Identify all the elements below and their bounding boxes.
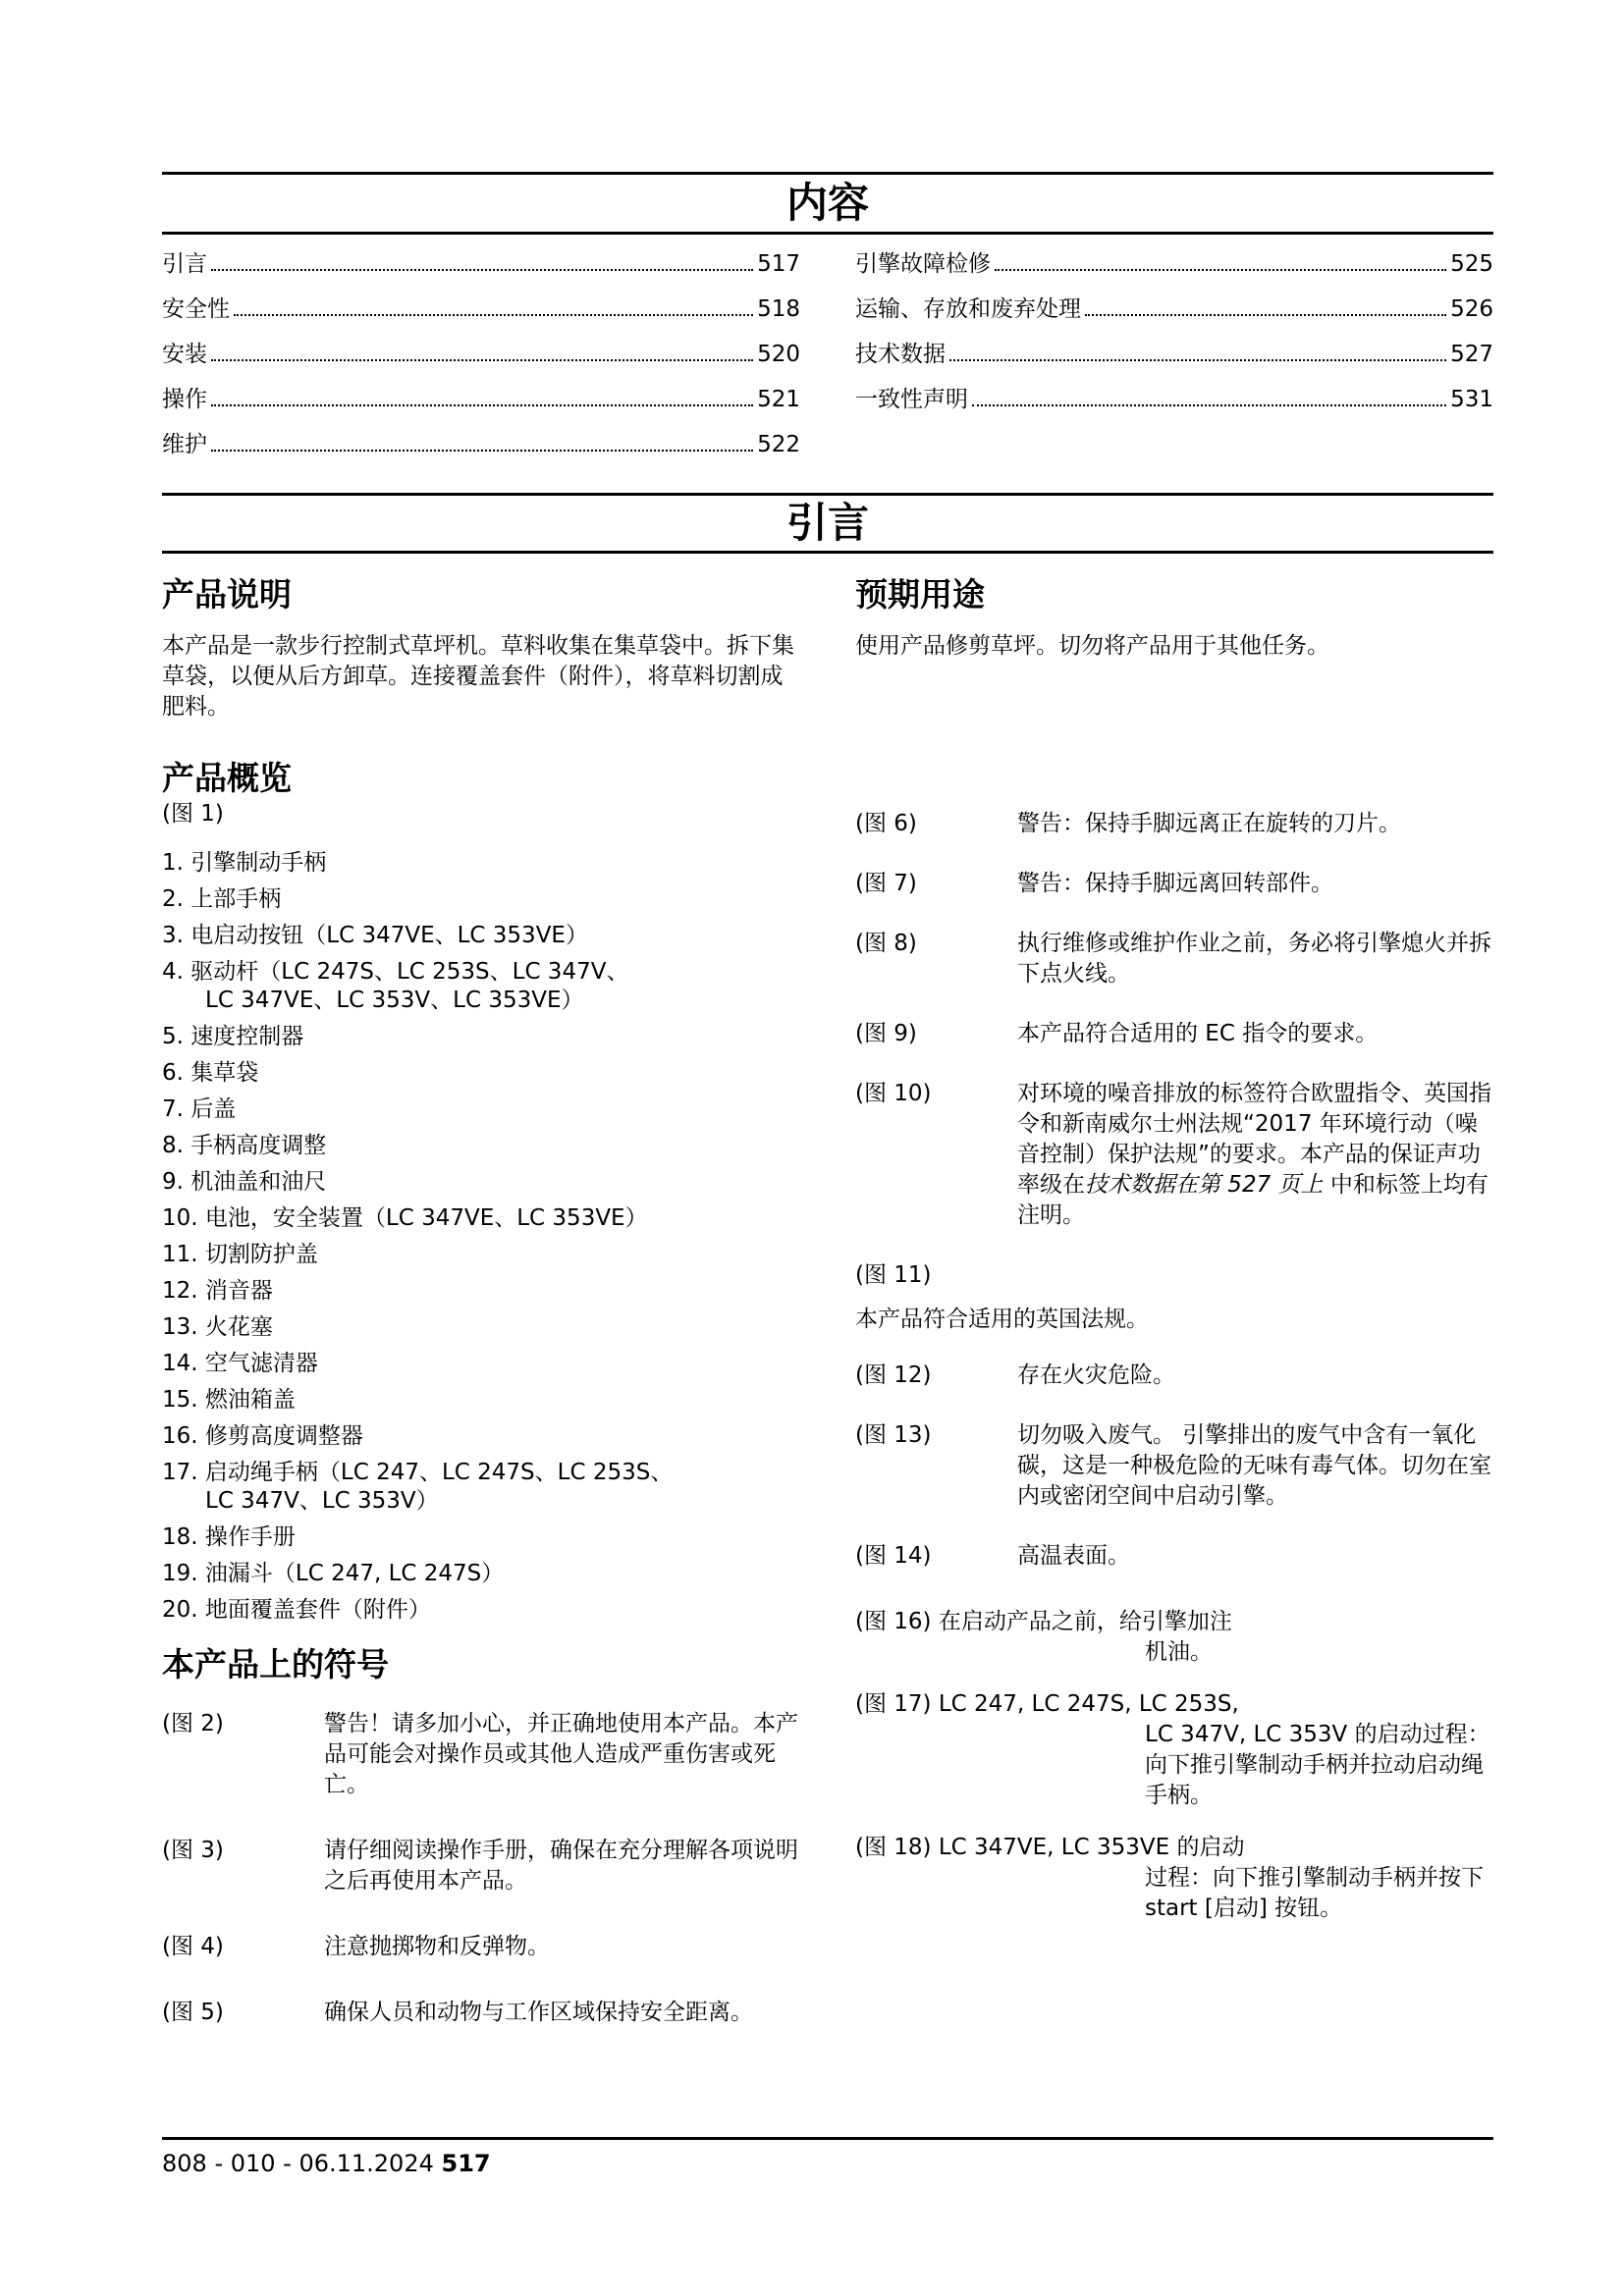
list-item: 20. 地面覆盖套件（附件） (162, 1597, 431, 1623)
symbol-entry: (图 2) 警告！请多加小心，并正确地使用本产品。本产品可能会对操作员或其他人造成严重伤害或死亡。 (162, 1711, 798, 1797)
list-item: 14. 空气滤清器 (162, 1351, 318, 1376)
symbol-entry: (图 7) 警告：保持手脚远离回转部件。 (855, 871, 1333, 896)
intro-top-rule (162, 493, 1493, 496)
toc-entry[interactable]: 引言 517 (162, 247, 800, 293)
tech-data-link[interactable]: 技术数据在第 527 页上 (1085, 1172, 1324, 1198)
symbols-heading: 本产品上的符号 (162, 1645, 389, 1683)
product-description-heading: 产品说明 (162, 575, 292, 614)
list-item: 2. 上部手柄 (162, 886, 282, 912)
toc-entry[interactable]: 安装 520 (162, 338, 800, 383)
symbol-entry: (图 12) 存在火灾危险。 (855, 1362, 1175, 1388)
list-item: 8. 手柄高度调整 (162, 1133, 327, 1158)
overview-figure-ref: (图 1) (162, 801, 224, 827)
symbol-entry: (图 5) 确保人员和动物与工作区域保持安全距离。 (162, 2000, 753, 2025)
intro-title: 引言 (785, 499, 869, 547)
left-column (162, 574, 800, 2028)
toc-entry[interactable]: 引擎故障检修 525 (855, 247, 1493, 293)
intended-use-heading: 预期用途 (855, 575, 985, 614)
product-overview-heading: 产品概览 (162, 759, 292, 797)
symbol-entry: (图 16) 在启动产品之前，给引擎加注 机油。 (855, 1609, 1232, 1665)
symbol-entry: (图 6) 警告：保持手脚远离正在旋转的刀片。 (855, 811, 1401, 836)
list-item: 5. 速度控制器 (162, 1024, 304, 1049)
list-item: 4. 驱动杆（LC 247S、LC 253S、LC 347V、 LC 347VE、LC 353V、LC 353VE） (162, 959, 629, 1013)
list-item: 11. 切割防护盖 (162, 1242, 318, 1267)
list-item: 6. 集草袋 (162, 1060, 259, 1086)
symbol-entry: (图 17) LC 247, LC 247S, LC 253S, LC 347V, LC 353V 的启动过程：向下推引擎制动手柄并拉动启动绳手柄。 (855, 1691, 1490, 1808)
list-item: 9. 机油盖和油尺 (162, 1169, 327, 1195)
toc-entry[interactable]: 运输、存放和废弃处理 526 (855, 293, 1493, 338)
list-item: 18. 操作手册 (162, 1524, 296, 1550)
symbol-entry: (图 9) 本产品符合适用的 EC 指令的要求。 (855, 1021, 1379, 1046)
contents-title: 内容 (785, 179, 869, 227)
toc-entry[interactable]: 操作 521 (162, 383, 800, 428)
list-item: 19. 油漏斗（LC 247, LC 247S） (162, 1561, 505, 1586)
list-item: 1. 引擎制动手柄 (162, 850, 327, 876)
symbol-entry: (图 13) 切勿吸入废气。 引擎排出的废气中含有一氧化碳，这是一种极危险的无味有毒气体。切勿在室内或密闭空间中启动引擎。 (855, 1422, 1491, 1509)
list-item: 15. 燃油箱盖 (162, 1387, 296, 1413)
toc-entry[interactable]: 安全性 518 (162, 293, 800, 338)
list-item: 13. 火花塞 (162, 1314, 273, 1340)
intro-rule (162, 551, 1493, 554)
list-item: 17. 启动绳手柄（LC 247、LC 247S、LC 253S、 LC 347V、LC 353V） (162, 1460, 674, 1514)
toc-entry[interactable]: 技术数据 527 (855, 338, 1493, 383)
toc-right-column (855, 247, 1493, 428)
symbol-ref: (图 11) (855, 1262, 932, 1288)
symbol-entry: (图 18) LC 347VE, LC 353VE 的启动 过程：向下推引擎制动手柄并按下 start [启动] 按钮。 (855, 1835, 1484, 1921)
right-column (855, 574, 1493, 1924)
doc-code: 808 - 010 - 06.11.2024 (162, 2150, 434, 2177)
symbol-text: 本产品符合适用的英国法规。 (855, 1307, 1149, 1332)
top-rule (162, 172, 1493, 175)
list-item: 7. 后盖 (162, 1096, 237, 1122)
overview-list (162, 849, 800, 1625)
symbol-entry: (图 10) 对环境的噪音排放的标签符合欧盟指令、英国指令和新南威尔士州法规“2017 年环境行动（噪音控制）保护法规”的要求。本产品的保证声功率级在技术数据在第 527 页上 中和标签上均有注明。 (855, 1081, 1491, 1228)
list-item: 16. 修剪高度调整器 (162, 1423, 363, 1449)
list-item: 3. 电启动按钮（LC 347VE、LC 353VE） (162, 923, 588, 948)
product-description-text: 本产品是一款步行控制式草坪机。草料收集在集草袋中。拆下集草袋，以便从后方卸草。连接覆盖套件（附件），将草料切割成肥料。 (162, 633, 794, 720)
intended-use-text: 使用产品修剪草坪。切勿将产品用于其他任务。 (855, 633, 1329, 659)
footer-rule (162, 2137, 1493, 2140)
symbol-entry: (图 14) 高温表面。 (855, 1543, 1130, 1569)
symbol-entry: (图 8) 执行维修或维护作业之前，务必将引擎熄火并拆下点火线。 (855, 931, 1491, 987)
symbol-entry: (图 4) 注意抛掷物和反弹物。 (162, 1934, 550, 1959)
symbol-entry: (图 3) 请仔细阅读操作手册，确保在充分理解各项说明之后再使用本产品。 (162, 1838, 798, 1894)
toc-left-column (162, 247, 800, 473)
toc-entry[interactable]: 维护 522 (162, 428, 800, 473)
toc-entry[interactable]: 一致性声明 531 (855, 383, 1493, 428)
list-item: 12. 消音器 (162, 1278, 273, 1304)
list-item: 10. 电池，安全装置（LC 347VE、LC 353VE） (162, 1205, 648, 1231)
page-footer (162, 2150, 491, 2177)
contents-rule (162, 232, 1493, 235)
page-number: 517 (441, 2150, 491, 2177)
